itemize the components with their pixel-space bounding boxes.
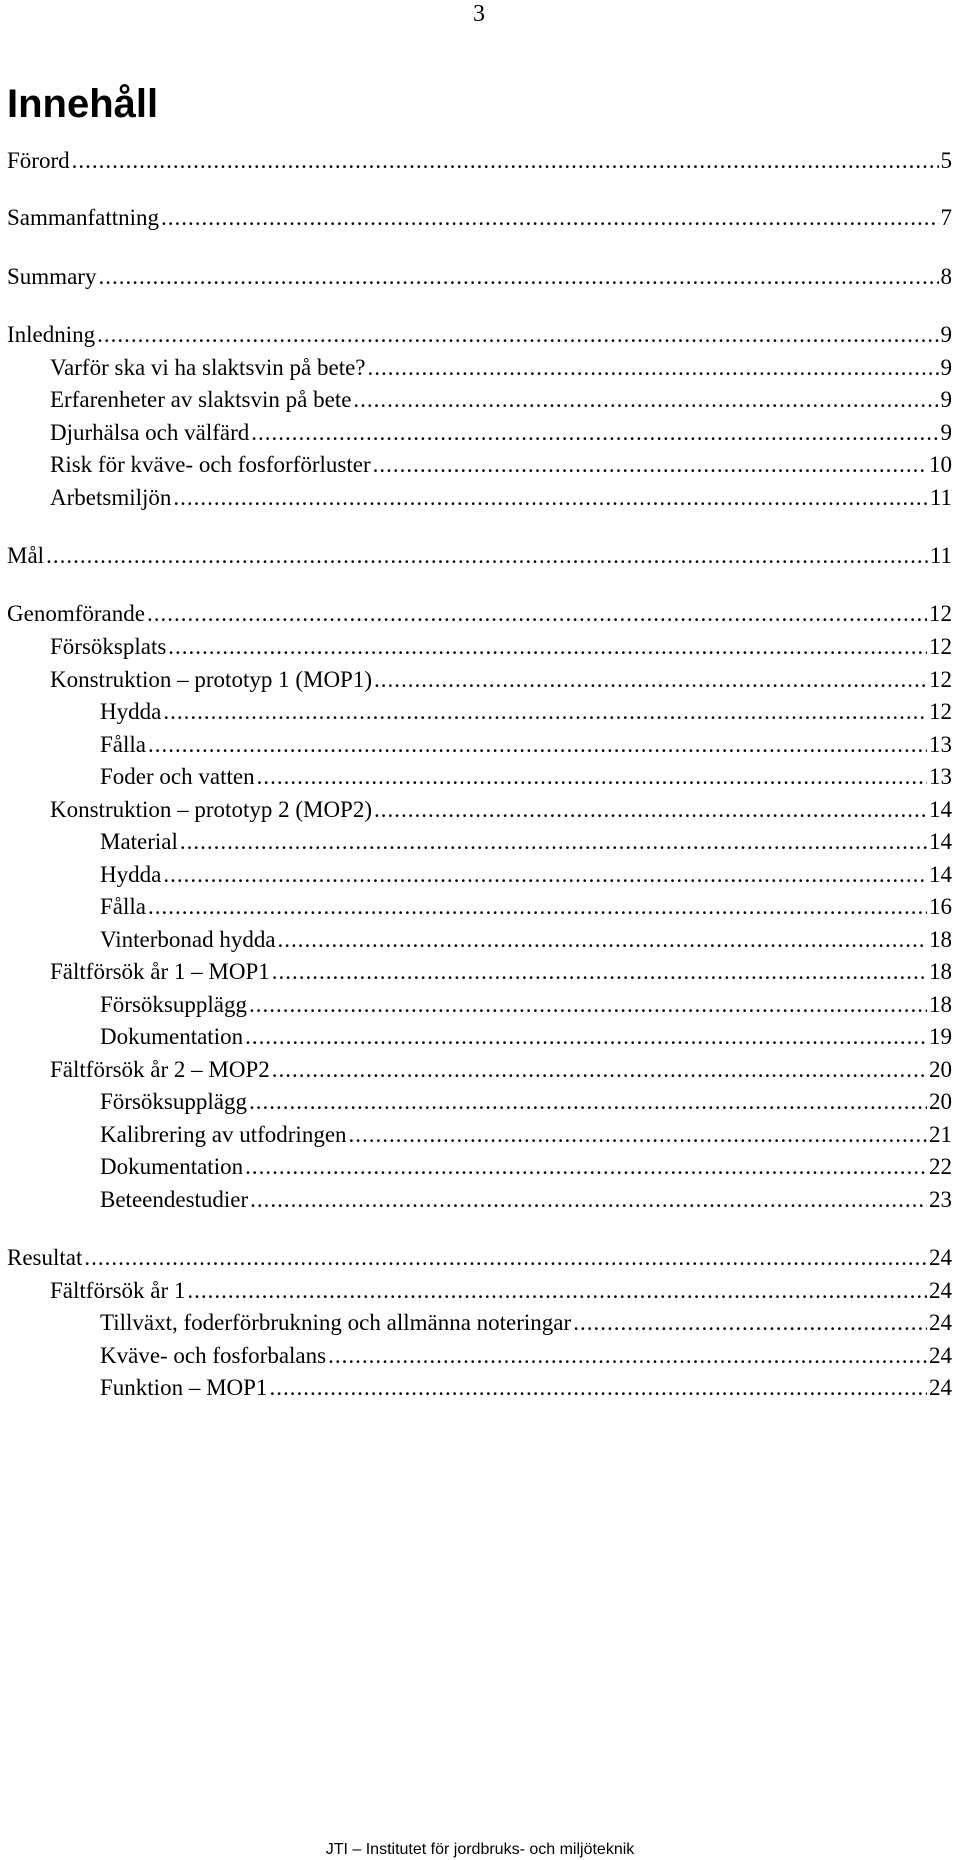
toc-entry[interactable] (100, 1022, 952, 1052)
dot-leader (163, 860, 927, 890)
toc-entry-title: Sammanfattning (7, 205, 160, 230)
toc-entry-page: 16 (929, 894, 952, 919)
toc-entry-title: Vinterbonad hydda (100, 927, 276, 952)
toc-entry-page: 24 (929, 1375, 952, 1400)
dot-leader (374, 795, 927, 825)
toc-entry-page: 19 (929, 1024, 952, 1049)
dot-leader (257, 762, 927, 792)
toc-entry-page: 18 (929, 927, 952, 952)
toc-entry-page: 18 (929, 992, 952, 1017)
toc-entry-title: Mål (7, 543, 45, 568)
toc-entry[interactable] (50, 665, 952, 695)
toc-entry-page: 21 (929, 1122, 952, 1147)
toc-entry[interactable] (7, 320, 952, 350)
dot-leader (173, 483, 927, 513)
toc-entry[interactable] (100, 1373, 952, 1403)
toc-entry[interactable] (100, 762, 952, 792)
dot-leader (245, 1152, 927, 1182)
toc-entry[interactable] (50, 450, 952, 480)
toc-entry-page: 11 (929, 485, 952, 510)
toc-entry-title: Risk för kväve- och fosforförluster (50, 452, 371, 477)
dot-leader (245, 1022, 927, 1052)
toc-entry-title: Konstruktion – prototyp 2 (MOP2) (50, 797, 372, 822)
toc-entry-page: 13 (929, 732, 952, 757)
toc-entry-title: Fältförsök år 2 – MOP2 (50, 1057, 270, 1082)
dot-leader (72, 146, 939, 176)
dot-leader (278, 925, 927, 955)
toc-entry-title: Kväve- och fosforbalans (100, 1343, 327, 1368)
toc-entry-title: Djurhälsa och välfärd (50, 420, 250, 445)
toc-entry-title: Dokumentation (100, 1024, 244, 1049)
toc-entry-title: Försöksupplägg (100, 1089, 247, 1114)
toc-entry-page: 12 (929, 601, 952, 626)
toc-entry[interactable] (100, 730, 952, 760)
toc-entry[interactable] (7, 146, 952, 176)
toc-entry-page: 22 (929, 1154, 952, 1179)
dot-leader (249, 990, 927, 1020)
dot-leader (249, 1087, 927, 1117)
toc-entry-page: 8 (940, 264, 952, 289)
dot-leader (573, 1308, 927, 1338)
dot-leader (374, 665, 927, 695)
toc-entry[interactable] (50, 418, 952, 448)
toc-entry[interactable] (7, 599, 952, 629)
toc-entry-page: 14 (929, 862, 952, 887)
toc-entry[interactable] (100, 1120, 952, 1150)
dot-leader (148, 892, 927, 922)
toc-entry-page: 12 (929, 634, 952, 659)
dot-leader (272, 1055, 927, 1085)
toc-entry-title: Konstruktion – prototyp 1 (MOP1) (50, 667, 372, 692)
dot-leader (368, 353, 939, 383)
toc-entry[interactable] (100, 827, 952, 857)
dot-leader (163, 697, 927, 727)
dot-leader (269, 1373, 927, 1403)
toc-entry[interactable] (7, 541, 952, 571)
toc-entry-page: 10 (929, 452, 952, 477)
toc-entry-title: Inledning (7, 322, 96, 347)
toc-entry[interactable] (100, 892, 952, 922)
toc-entry[interactable] (7, 203, 952, 233)
toc-entry-title: Försöksupplägg (100, 992, 247, 1017)
dot-leader (84, 1243, 927, 1273)
dot-leader (98, 262, 938, 292)
toc-entry-title: Hydda (100, 699, 162, 724)
toc-entry[interactable] (7, 1243, 952, 1273)
toc-entry-page: 18 (929, 959, 952, 984)
page-title: Innehåll (7, 82, 159, 126)
toc-entry-title: Foder och vatten (100, 764, 255, 789)
dot-leader (272, 957, 927, 987)
toc-entry-page: 24 (929, 1278, 952, 1303)
toc-entry-title: Funktion – MOP1 (100, 1375, 268, 1400)
toc-entry-page: 13 (929, 764, 952, 789)
toc-entry[interactable] (100, 925, 952, 955)
dot-leader (187, 1276, 927, 1306)
toc-entry-page: 9 (940, 355, 952, 380)
toc-entry-page: 9 (940, 322, 952, 347)
toc-entry[interactable] (50, 385, 952, 415)
toc-entry-page: 24 (929, 1310, 952, 1335)
toc-entry-title: Erfarenheter av slaktsvin på bete (50, 387, 352, 412)
toc-entry-title: Kalibrering av utfodringen (100, 1122, 347, 1147)
dot-leader (180, 827, 927, 857)
dot-leader (353, 385, 938, 415)
toc-entry-title: Arbetsmiljön (50, 485, 172, 510)
toc-entry[interactable] (100, 1308, 952, 1338)
dot-leader (161, 203, 938, 233)
toc-entry-title: Varför ska vi ha slaktsvin på bete? (50, 355, 366, 380)
toc-entry-title: Resultat (7, 1245, 83, 1270)
toc-entry-page: 24 (929, 1343, 952, 1368)
toc-entry-page: 12 (929, 699, 952, 724)
toc-entry-title: Fältförsök år 1 (50, 1278, 186, 1303)
toc-entry[interactable] (50, 483, 952, 513)
toc-entry-title: Fältförsök år 1 – MOP1 (50, 959, 270, 984)
toc-entry[interactable] (100, 1087, 952, 1117)
dot-leader (349, 1120, 927, 1150)
toc-entry-title: Dokumentation (100, 1154, 244, 1179)
dot-leader (147, 599, 927, 629)
toc-entry-title: Beteendestudier (100, 1187, 249, 1212)
toc-entry[interactable] (100, 860, 952, 890)
toc-entry[interactable] (100, 1341, 952, 1371)
toc-entry-title: Tillväxt, foderförbrukning och allmänna noteringar (100, 1310, 572, 1335)
toc-entry[interactable] (50, 957, 952, 987)
dot-leader (251, 418, 938, 448)
page-number: 3 (473, 1, 485, 27)
toc-entry-page: 14 (929, 797, 952, 822)
toc-entry-page: 5 (940, 148, 952, 173)
toc-entry[interactable] (50, 1276, 952, 1306)
toc-entry-title: Försöksplats (50, 634, 167, 659)
dot-leader (168, 632, 927, 662)
dot-leader (250, 1185, 927, 1215)
toc-entry[interactable] (100, 1185, 952, 1215)
toc-entry-title: Hydda (100, 862, 162, 887)
toc-entry[interactable] (50, 632, 952, 662)
toc-entry[interactable] (100, 990, 952, 1020)
dot-leader (148, 730, 927, 760)
dot-leader (373, 450, 927, 480)
toc-entry-title: Summary (7, 264, 97, 289)
toc-entry[interactable] (7, 262, 952, 292)
toc-entry[interactable] (100, 1152, 952, 1182)
toc-entry[interactable] (50, 795, 952, 825)
toc-entry[interactable] (50, 1055, 952, 1085)
toc-entry[interactable] (100, 697, 952, 727)
toc-entry-page: 14 (929, 829, 952, 854)
toc-entry-page: 20 (929, 1089, 952, 1114)
toc-entry[interactable] (50, 353, 952, 383)
toc-entry-page: 24 (929, 1245, 952, 1270)
toc-entry-page: 7 (940, 205, 952, 230)
toc-entry-page: 9 (940, 420, 952, 445)
dot-leader (46, 541, 928, 571)
dot-leader (328, 1341, 927, 1371)
toc-entry-title: Fålla (100, 732, 146, 757)
toc-entry-page: 23 (929, 1187, 952, 1212)
toc-entry-page: 12 (929, 667, 952, 692)
toc-entry-page: 11 (929, 543, 952, 568)
page-footer: JTI – Institutet för jordbruks- och miljöteknik (325, 1841, 635, 1858)
dot-leader (97, 320, 938, 350)
toc-entry-page: 20 (929, 1057, 952, 1082)
toc-entry-title: Förord (7, 148, 70, 173)
toc-entry-page: 9 (940, 387, 952, 412)
toc-entry-title: Material (100, 829, 178, 854)
toc-entry-title: Fålla (100, 894, 146, 919)
toc-entry-title: Genomförande (7, 601, 145, 626)
